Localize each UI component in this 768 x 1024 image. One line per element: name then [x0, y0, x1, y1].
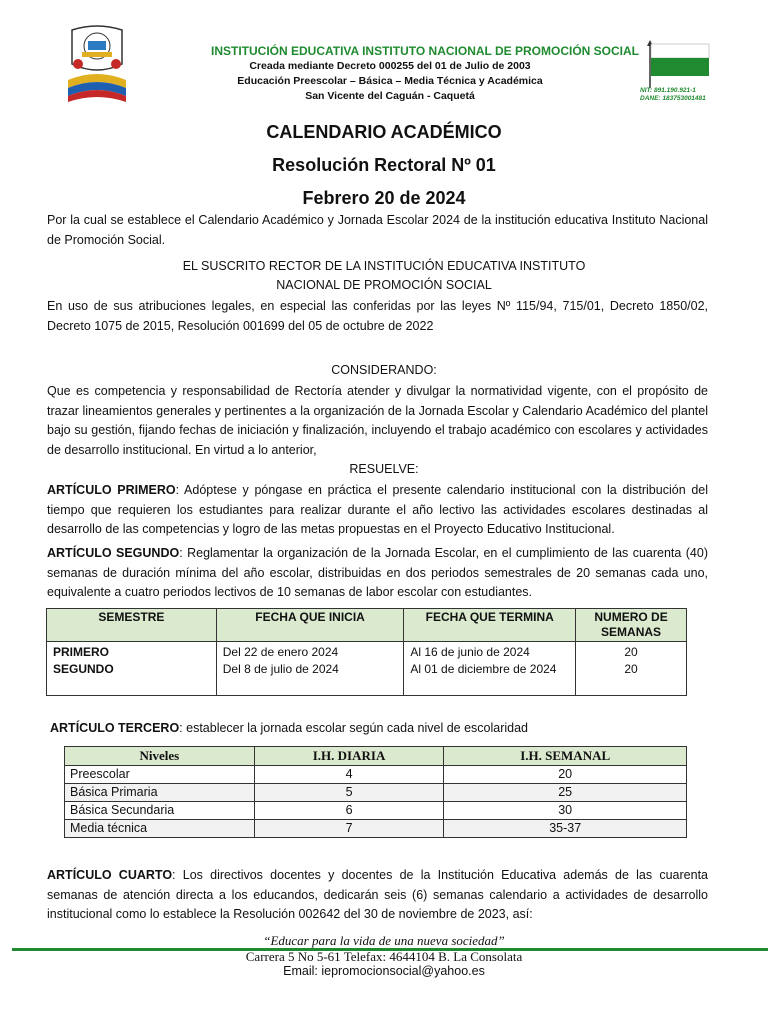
table-row [65, 802, 687, 820]
considerando-paragraph: Que es competencia y responsabilidad de Rectoría atender y divulgar la normatividad vigente, con el propósito de trazar lineamientos generales y pertinentes a la organización de la Jornada Escolar y Calendario Académico del plantel bajo su gestión, fijando fechas de iniciación y finalización, incluyendo el trabajo académico con escolares y actividades de desarrollo institucional. En virtud a lo anterior, [47, 384, 708, 457]
article-1-label: ARTÍCULO PRIMERO [47, 483, 176, 497]
column-header: I.H. SEMANAL [444, 747, 687, 766]
article-1-text: : Adóptese y póngase en práctica el presente calendario institucional con la distribución del tiempo que requieren los estudiantes para realizar durante el año lectivo las actividades escolares destinadas al desarrollo de las competencias y logro de las metas propuestas en el Proyecto Educativo Institucional. [47, 483, 708, 536]
column-header: FECHA QUE INICIA [216, 609, 404, 642]
article-2 [47, 544, 708, 603]
article-4-text: : Los directivos docentes y docentes de la Institución Educativa además de las cuarenta semanas de atención directa a los educandos, dedicarán seis (6) semanas calendario a actividades de desarrollo institucional como lo establece la Resolución 002642 del 30 de noviembre de 2023, así: [47, 868, 708, 921]
levels-table [64, 746, 687, 838]
footer-email: Email: iepromocionsocial@yahoo.es [283, 964, 485, 978]
table-cell: Del 8 de julio de 2024 [216, 661, 404, 696]
article-4 [47, 866, 708, 925]
table-row [65, 820, 687, 838]
header-location-line: San Vicente del Caguán - Caquetá [305, 90, 475, 102]
table-cell: 5 [254, 784, 444, 802]
table-cell: Básica Primaria [65, 784, 255, 802]
article-3-text: : establecer la jornada escolar según cada nivel de escolaridad [179, 721, 528, 735]
article-4-label: ARTÍCULO CUARTO [47, 868, 173, 882]
document-title: CALENDARIO ACADÉMICO [266, 122, 502, 142]
table-cell: 35-37 [444, 820, 687, 838]
article-2-text: : Reglamentar la organización de la Jornada Escolar, en el cumplimiento de las cuarenta (40) semanas de duración mínima del año escolar, distribuidas en dos periodos semestrales de 20 semanas cada uno, equivalente a cuatro periodos lectivos de 10 semanas de labor escolar con estudiantes. [47, 546, 708, 599]
resolution-number: Resolución Rectoral Nº 01 [272, 155, 496, 175]
rector-heading-line2: NACIONAL DE PROMOCIÓN SOCIAL [276, 278, 492, 292]
table-row [65, 766, 687, 784]
considerando-label: CONSIDERANDO: [331, 363, 437, 377]
column-header: I.H. DIARIA [254, 747, 444, 766]
table-cell: Al 01 de diciembre de 2024 [404, 661, 576, 696]
header-levels-line: Educación Preescolar – Básica – Media Técnica y Académica [237, 75, 543, 87]
column-header: FECHA QUE TERMINA [404, 609, 576, 642]
article-3 [50, 719, 711, 739]
table-cell: 30 [444, 802, 687, 820]
table-cell: Del 22 de enero 2024 [216, 642, 404, 662]
table-cell: 6 [254, 802, 444, 820]
rector-heading-line1: EL SUSCRITO RECTOR DE LA INSTITUCIÓN EDUCATIVA INSTITUTO [182, 259, 586, 273]
table-cell: 4 [254, 766, 444, 784]
resolution-date: Febrero 20 de 2024 [302, 188, 466, 208]
footer-motto: “Educar para la vida de una nueva sociedad” [263, 933, 505, 948]
table-cell: 25 [444, 784, 687, 802]
article-1 [47, 481, 708, 540]
article-2-label: ARTÍCULO SEGUNDO [47, 546, 180, 560]
header-decree-line: Creada mediante Decreto 000255 del 01 de Julio de 2003 [249, 60, 531, 72]
table-cell: Media técnica [65, 820, 255, 838]
intro-paragraph: Por la cual se establece el Calendario Académico y Jornada Escolar 2024 de la institución educativa Instituto Nacional de Promoción Social. [47, 213, 708, 247]
table-header-row [47, 609, 687, 642]
table-row [47, 642, 687, 662]
column-header: Niveles [65, 747, 255, 766]
attributions-paragraph: En uso de sus atribuciones legales, en especial las conferidas por las leyes Nº 115/94, 715/01, Decreto 1850/02, Decreto 1075 de 2015, Resolución 001699 del 05 de octubre de 2022 [47, 299, 708, 333]
table-cell: Básica Secundaria [65, 802, 255, 820]
table-cell: 20 [444, 766, 687, 784]
table-cell: 7 [254, 820, 444, 838]
table-cell: PRIMERO [47, 642, 217, 662]
semesters-table [46, 608, 687, 696]
table-cell: 20 [576, 642, 687, 662]
table-cell: Preescolar [65, 766, 255, 784]
flag-icon [642, 38, 712, 88]
column-header: SEMESTRE [47, 609, 217, 642]
nit-text: NIT: 891.190.921-1 [640, 87, 696, 94]
table-row [65, 784, 687, 802]
resuelve-label: RESUELVE: [349, 462, 419, 476]
table-header-row [65, 747, 687, 766]
dane-text: DANE: 183753001481 [640, 95, 706, 102]
institution-name: INSTITUCIÓN EDUCATIVA INSTITUTO NACIONAL DE PROMOCIÓN SOCIAL [210, 44, 639, 58]
article-3-label: ARTÍCULO TERCERO [50, 721, 180, 735]
institution-crest-logo [64, 24, 130, 104]
table-row [47, 661, 687, 696]
table-cell: Al 16 de junio de 2024 [404, 642, 576, 662]
table-cell: 20 [576, 661, 687, 696]
footer-address: Carrera 5 No 5-61 Telefax: 4644104 B. La Consolata [245, 949, 523, 964]
column-header: NUMERO DE SEMANAS [576, 609, 687, 642]
table-cell: SEGUNDO [47, 661, 217, 696]
